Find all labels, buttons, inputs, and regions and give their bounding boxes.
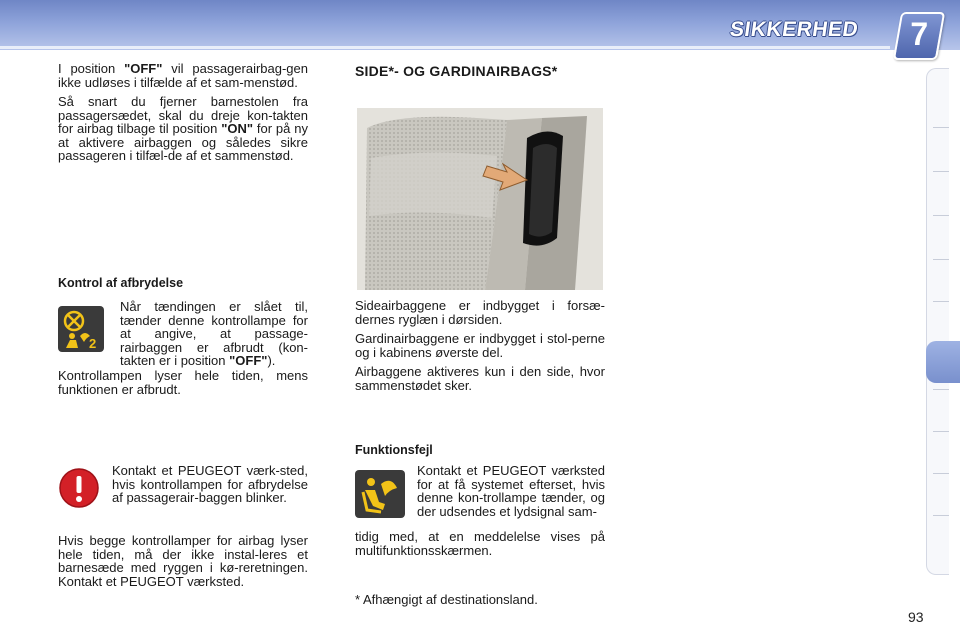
tab-divider	[933, 431, 949, 432]
tab-divider	[933, 215, 949, 216]
airbag-disabled-icon	[58, 306, 104, 352]
control-description: Når tændingen er slået til, tænder denne kontrollampe for at angive, at passage-rairbaggen er afbrudt (kon-takten er i position "OFF").	[120, 299, 308, 368]
fault-description: Kontakt et PEUGEOT værksted for at få systemet efterset, hvis denne kon-trollampe tænder, og der udsendes et lydsignal sam-	[417, 463, 605, 519]
airbag-fault-icon	[355, 470, 405, 518]
fault-description-2: tidig med, at en meddelelse vises på multifunktionsskærmen.	[355, 529, 605, 558]
svg-text:2: 2	[89, 336, 97, 351]
chapter-tabs	[926, 68, 949, 575]
warning-text: Kontakt et PEUGEOT værk-sted, hvis kontrollampen for afbrydelse af passagerair-baggen blinker.	[112, 463, 308, 505]
control-heading: Kontrol af afbrydelse	[58, 276, 184, 290]
footnote: * Afhængigt af destinationsland.	[355, 592, 538, 607]
chapter-badge	[893, 12, 945, 60]
seat-airbag-photo	[357, 108, 603, 290]
paragraph-off-position: I position "OFF" vil passagerairbag-gen ikke udløses i tilfælde af et sam-menstød.	[58, 61, 308, 90]
intro-text	[58, 62, 308, 169]
airbag-description: Sideairbaggene er indbygget i forsæ-dernes ryglæn i dørsiden. Gardinairbaggene er indbygget i stol-perne og i kabinens øverste del. Airbaggene aktiveres kun i den side, hvor sammenstødet sker.	[355, 298, 605, 393]
section-title: SIDE*- OG GARDINAIRBAGS*	[355, 63, 558, 79]
tab-divider	[933, 301, 949, 302]
final-note: Hvis begge kontrollamper for airbag lyser hele tiden, må der ikke instal-leres et barnesæde med ryggen i kø-reretningen. Kontakt et PEUGEOT værksted.	[58, 533, 308, 589]
active-chapter-tab[interactable]	[926, 341, 960, 383]
chapter-header	[0, 0, 960, 50]
tab-divider	[933, 389, 949, 390]
warning-exclamation-icon	[58, 467, 100, 509]
tab-divider	[933, 473, 949, 474]
tab-divider	[933, 171, 949, 172]
control-description-2: Kontrollampen lyser hele tiden, mens funktionen er afbrudt.	[58, 368, 308, 397]
page-number: 93	[908, 609, 924, 625]
chapter-number: 7	[910, 16, 929, 52]
fault-heading: Funktionsfejl	[355, 443, 433, 457]
header-divider	[0, 46, 890, 49]
paragraph-on-position: Så snart du fjerner barnestolen fra passagersædet, skal du dreje kon-takten for airbag tilbage til position "ON" for på ny at aktivere airbaggen og således sikre passageren i tilfæl-de af et sammenstød.	[58, 94, 308, 163]
tab-divider	[933, 515, 949, 516]
chapter-title: SIKKERHED	[728, 18, 860, 41]
tab-divider	[933, 259, 949, 260]
tab-divider	[933, 127, 949, 128]
